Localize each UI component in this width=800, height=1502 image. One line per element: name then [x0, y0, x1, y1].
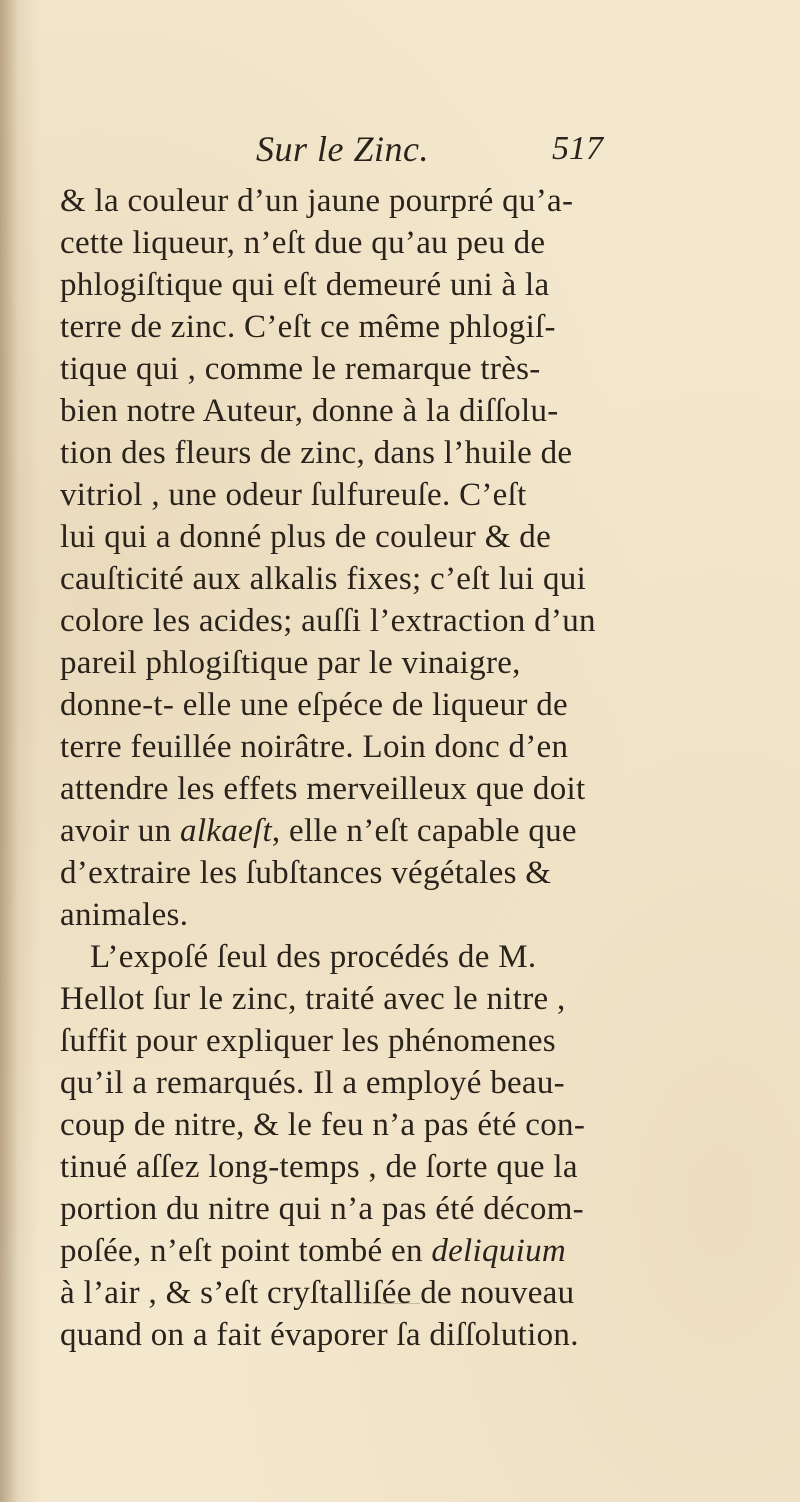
- text-line: portion du nitre qui n’a pas été décom-: [60, 1191, 584, 1227]
- paragraph-start-line: L’expoſé ſeul des procédés de M.: [90, 939, 537, 975]
- text-line: ſuffit pour expliquer les phénomenes: [60, 1023, 556, 1059]
- page-number: 517: [552, 130, 603, 167]
- text-line: vitriol , une odeur ſulfureuſe. C’eſt: [60, 477, 527, 513]
- text-line: lui qui a donné plus de couleur & de: [60, 519, 552, 555]
- text-line: qu’il a remarqués. Il a employé beau-: [60, 1065, 565, 1101]
- text-line: attendre les effets merveilleux que doit: [60, 771, 586, 807]
- text-line: terre feuillée noirâtre. Loin donc d’en: [60, 729, 569, 765]
- text-line: quand on a fait évaporer ſa diſſolution.: [60, 1317, 579, 1353]
- text-line: tion des fleurs de zinc, dans l’huile de: [60, 435, 573, 471]
- ink-smudge: [362, 1303, 420, 1314]
- text-line: bien notre Auteur, donne à la diſſolu-: [60, 393, 559, 429]
- body-text: [60, 180, 750, 1356]
- text-line: tique qui , comme le remarque très-: [60, 351, 541, 387]
- text-line: terre de zinc. C’eſt ce même phlogiſ-: [60, 309, 556, 345]
- text-line: cauſticité aux alkalis fixes; c’eſt lui qui: [60, 561, 587, 597]
- italic-term: alkaeſt: [180, 813, 272, 849]
- text-line: Hellot ſur le zinc, traité avec le nitre ,: [60, 981, 566, 1017]
- text-line: & la couleur d’un jaune pourpré qu’a-: [60, 183, 574, 219]
- text-line: phlogiſtique qui eſt demeuré uni à la: [60, 267, 550, 303]
- text-line: coup de nitre, & le feu n’a pas été con-: [60, 1107, 586, 1143]
- page-gutter-shadow: [0, 0, 18, 1502]
- text-line: donne-t- elle une eſpéce de liqueur de: [60, 687, 568, 723]
- text-line: cette liqueur, n’eſt due qu’au peu de: [60, 225, 546, 261]
- text-line: colore les acides; auſſi l’extraction d’un: [60, 603, 596, 639]
- running-title: Sur le Zinc.: [256, 129, 429, 169]
- italic-term: deliquium: [431, 1233, 566, 1269]
- text-line: animales.: [60, 897, 189, 933]
- page-header: [256, 128, 686, 178]
- text-line: à l’air , & s’eſt cryſtalliſée de nouveau: [60, 1275, 575, 1311]
- text-line: avoir un alkaeſt, elle n’eſt capable que: [60, 813, 577, 849]
- text-line: pareil phlogiſtique par le vinaigre,: [60, 645, 521, 681]
- text-line: poſée, n’eſt point tombé en deliquium: [60, 1233, 566, 1269]
- text-line: tinué aſſez long-temps , de ſorte que la: [60, 1149, 578, 1185]
- text-line: d’extraire les ſubſtances végétales &: [60, 855, 552, 891]
